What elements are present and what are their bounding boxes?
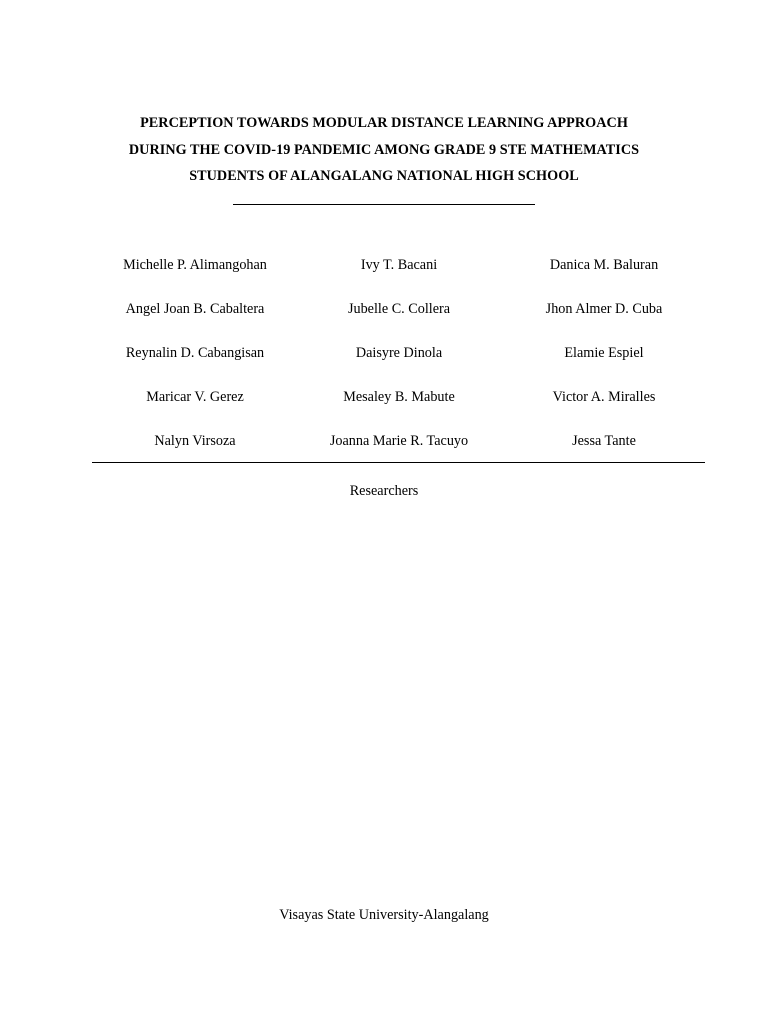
author-list bbox=[0, 255, 768, 475]
author-name: Jhon Almer D. Cuba bbox=[545, 301, 663, 317]
author-row bbox=[0, 299, 768, 343]
author-name: Daisyre Dinola bbox=[355, 345, 443, 361]
author-name: Michelle P. Alimangohan bbox=[123, 257, 267, 273]
signature-line bbox=[92, 462, 705, 463]
author-name: Jubelle C. Collera bbox=[347, 301, 451, 317]
title-line-1: PERCEPTION TOWARDS MODULAR DISTANCE LEARNING APPROACH bbox=[140, 115, 628, 131]
title-underline bbox=[233, 204, 535, 205]
author-row bbox=[0, 343, 768, 387]
author-row bbox=[0, 387, 768, 431]
author-name: Angel Joan B. Cabaltera bbox=[125, 301, 265, 317]
author-name: Jessa Tante bbox=[572, 433, 636, 449]
author-name: Danica M. Baluran bbox=[549, 257, 659, 273]
author-name: Ivy T. Bacani bbox=[360, 257, 438, 273]
author-name: Victor A. Miralles bbox=[552, 389, 656, 405]
author-row bbox=[0, 431, 768, 475]
author-name: Maricar V. Gerez bbox=[146, 389, 244, 405]
author-name: Elamie Espiel bbox=[564, 345, 644, 361]
title-line-3: STUDENTS OF ALANGALANG NATIONAL HIGH SCHOOL bbox=[189, 168, 579, 184]
author-name: Reynalin D. Cabangisan bbox=[125, 345, 265, 361]
author-name: Mesaley B. Mabute bbox=[343, 389, 455, 405]
title-line-2: DURING THE COVID-19 PANDEMIC AMONG GRADE 9 STE MATHEMATICS bbox=[128, 141, 640, 158]
role-label: Researchers bbox=[349, 483, 419, 499]
author-row bbox=[0, 255, 768, 299]
document-title bbox=[0, 110, 768, 190]
author-name: Nalyn Virsoza bbox=[154, 433, 236, 449]
institution-name: Visayas State University-Alangalang bbox=[279, 907, 489, 923]
author-name: Joanna Marie R. Tacuyo bbox=[329, 433, 469, 449]
